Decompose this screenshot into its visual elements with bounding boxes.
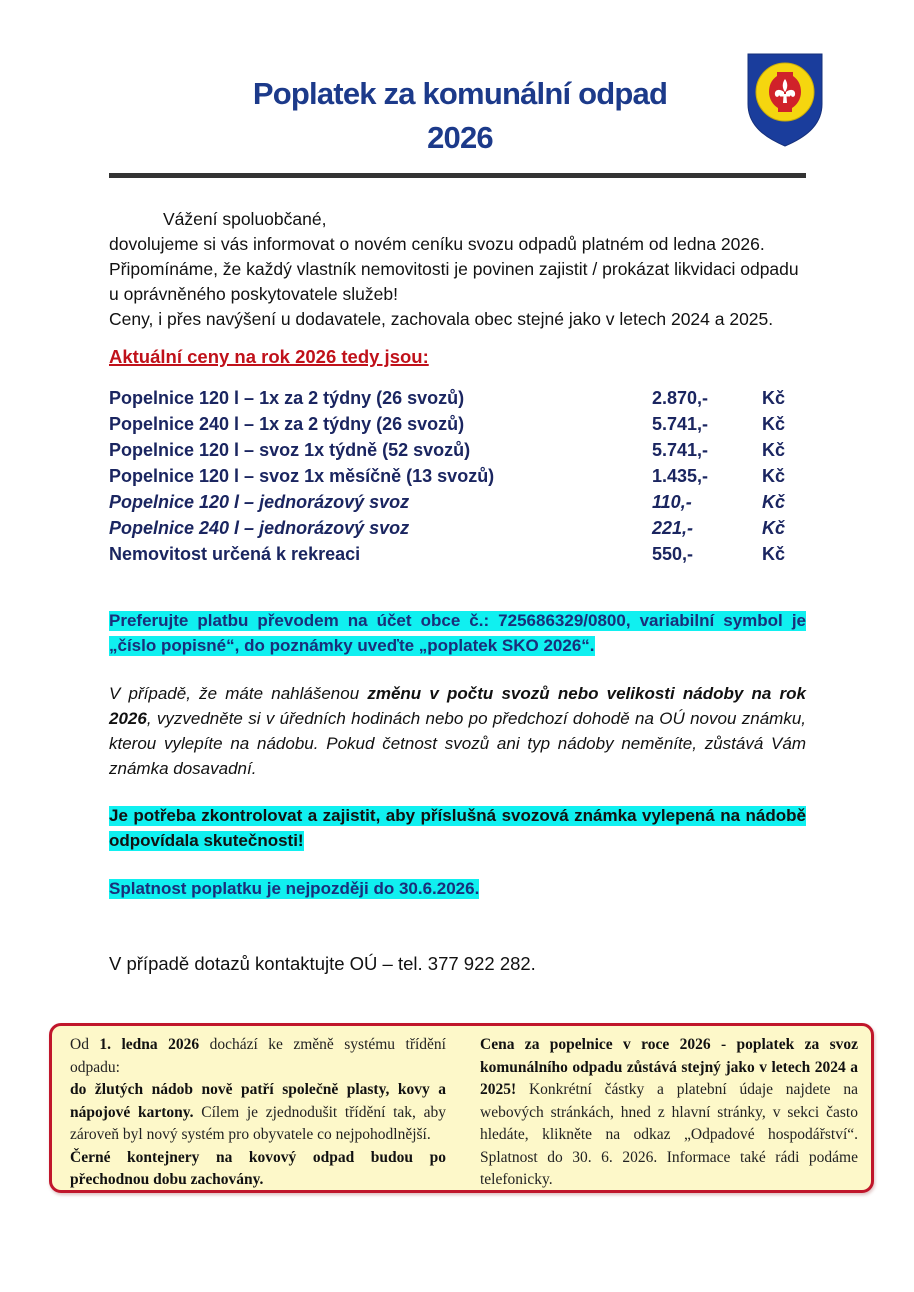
- notice-left-column: [70, 1034, 446, 1192]
- notice-text: dochází ke změně systému třídění odpadu:: [70, 1036, 446, 1076]
- price-currency: Kč: [762, 492, 786, 512]
- notice-price-unchanged: Cena za popelnice v roce 2026 - poplatek za svoz komunálního odpadu zůstává stejný jako v letech 2024 a 2025!: [480, 1036, 858, 1098]
- price-list: [109, 385, 809, 567]
- price-description: Nemovitost určená k rekreaci: [109, 544, 361, 564]
- municipal-coat-of-arms-icon: [746, 52, 824, 148]
- price-row: [109, 515, 809, 541]
- price-description: Popelnice 240 l – 1x za 2 týdny (26 svozů): [109, 414, 465, 434]
- contact-info: V případě dotazů kontaktujte OÚ – tel. 377 922 282.: [109, 953, 536, 974]
- sorting-change-notice-box: [49, 1023, 874, 1193]
- intro-line-2: Připomínáme, že každý vlastník nemovitosti je povinen zajistit / prokázat likvidaci odpadu u oprávněného poskytovatele služeb!: [109, 259, 799, 304]
- price-currency: Kč: [762, 518, 786, 538]
- notice-text: Cílem je zjednodušit třídění tak, aby zároveň byl nový systém pro obyvatele co nejpohodlnější.: [70, 1103, 446, 1143]
- sticker-check-text: Je potřeba zkontrolovat a zajistit, aby příslušná svozová známka vylepená na nádobě odpovídala skutečnosti!: [109, 806, 806, 850]
- price-amount: 550,-: [652, 544, 694, 564]
- price-currency: Kč: [762, 466, 786, 486]
- title-line-2: 2026: [427, 120, 493, 155]
- notice-yellow-bins: do žlutých nádob nově patří společně plasty, kovy a nápojové kartony.: [70, 1081, 446, 1121]
- intro-line-1: dovolujeme si vás informovat o novém ceníku svozu odpadů platném od ledna 2026.: [109, 234, 765, 254]
- price-currency: Kč: [762, 544, 786, 564]
- notice-black-containers: Černé kontejnery na kovový odpad budou po přechodnou dobu zachovány.: [70, 1148, 446, 1188]
- notice-text: Konkrétní částky a platební údaje najdete na webových stránkách, hned z hlavní stránky, v sekci často hledáte, klikněte na odkaz „Odpadové hospodářství“. Splatnost do 30. 6. 2026. Informace také rádi podáme telefonicky.: [480, 1081, 858, 1188]
- price-row: [109, 489, 809, 515]
- price-currency: Kč: [762, 414, 786, 434]
- price-description: Popelnice 120 l – 1x za 2 týdny (26 svozů): [109, 388, 465, 408]
- sticker-check-notice: [109, 803, 806, 853]
- title-line-1: Poplatek za komunální odpad: [252, 76, 668, 111]
- notice-right-column: [480, 1034, 858, 1192]
- price-amount: 5.741,-: [652, 440, 709, 460]
- deadline-text: Splatnost poplatku je nejpozději do 30.6.2026.: [109, 879, 480, 898]
- payment-instructions: [109, 608, 806, 658]
- price-amount: 221,-: [652, 518, 694, 538]
- prices-heading: Aktuální ceny na rok 2026 tedy jsou:: [109, 346, 429, 367]
- change-note: [109, 681, 806, 781]
- page-title: [180, 72, 740, 160]
- change-note-emphasis: změnu v počtu svozů nebo velikosti nádoby na rok 2026: [109, 684, 806, 728]
- price-row: [109, 463, 809, 489]
- price-amount: 1.435,-: [652, 466, 709, 486]
- price-row: [109, 385, 809, 411]
- price-amount: 2.870,-: [652, 388, 709, 408]
- payment-deadline: [109, 876, 806, 901]
- payment-text: Preferujte platbu převodem na účet obce č.: 725686329/0800, variabilní symbol je „číslo popisné“, do poznámky uveďte „poplatek SKO 2026“.: [109, 611, 806, 655]
- intro-line-3: Ceny, i přes navýšení u dodavatele, zachovala obec stejné jako v letech 2024 a 2025.: [109, 309, 774, 329]
- header-divider: [109, 173, 806, 178]
- change-note-text-2: , vyzvedněte si v úředních hodinách nebo po předchozí dohodě na OÚ novou známku, kterou vylepíte na nádobu. Pokud četnost svozů ani typ nádoby neměníte, zůstává Vám známka dosavadní.: [109, 709, 806, 778]
- price-currency: Kč: [762, 388, 786, 408]
- price-amount: 5.741,-: [652, 414, 709, 434]
- notice-text: Od: [70, 1036, 100, 1053]
- notice-date: 1. ledna 2026: [99, 1036, 200, 1053]
- price-amount: 110,-: [652, 492, 692, 512]
- price-currency: Kč: [762, 440, 786, 460]
- greeting: Vážení spoluobčané,: [163, 209, 327, 229]
- price-row: [109, 437, 809, 463]
- change-note-text-1: V případě, že máte nahlášenou: [109, 684, 368, 703]
- price-description: Popelnice 120 l – jednorázový svoz: [109, 492, 410, 512]
- price-description: Popelnice 120 l – svoz 1x měsíčně (13 svozů): [109, 466, 495, 486]
- price-description: Popelnice 240 l – jednorázový svoz: [109, 518, 410, 538]
- price-row: [109, 541, 809, 567]
- price-description: Popelnice 120 l – svoz 1x týdně (52 svozů): [109, 440, 471, 460]
- intro-paragraph: [109, 207, 809, 332]
- price-row: [109, 411, 809, 437]
